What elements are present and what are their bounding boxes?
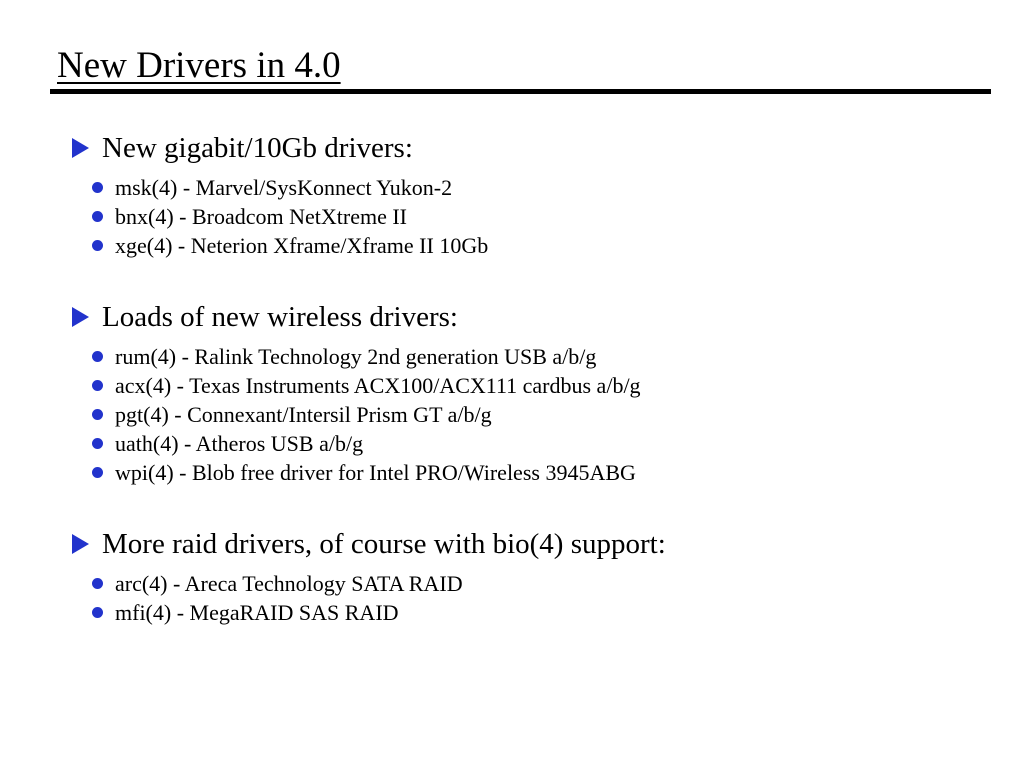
triangle-bullet-icon <box>72 138 89 158</box>
list-item <box>92 202 1024 231</box>
list-item <box>92 598 1024 627</box>
circle-bullet-icon <box>92 607 103 618</box>
list-item-label: pgt(4) - Connexant/Intersil Prism GT a/b/g <box>115 402 492 427</box>
circle-bullet-icon <box>92 467 103 478</box>
circle-bullet-icon <box>92 380 103 391</box>
list-item-label: mfi(4) - MegaRAID SAS RAID <box>115 600 399 625</box>
list-item-label: msk(4) - Marvel/SysKonnect Yukon-2 <box>115 175 453 200</box>
list-item <box>92 231 1024 260</box>
list-item-label: arc(4) - Areca Technology SATA RAID <box>115 571 463 596</box>
section-heading: More raid drivers, of course with bio(4) support: <box>102 528 666 560</box>
triangle-bullet-icon <box>72 534 89 554</box>
list-item-label: wpi(4) - Blob free driver for Intel PRO/Wireless 3945ABG <box>115 460 636 485</box>
section-heading-row <box>72 131 1024 165</box>
circle-bullet-icon <box>92 409 103 420</box>
section-heading-row <box>72 300 1024 334</box>
section-raid-drivers <box>0 527 1024 627</box>
driver-list <box>0 569 1024 627</box>
list-item-label: xge(4) - Neterion Xframe/Xframe II 10Gb <box>115 233 489 258</box>
list-item-label: rum(4) - Ralink Technology 2nd generation USB a/b/g <box>115 344 597 369</box>
circle-bullet-icon <box>92 211 103 222</box>
list-item-label: bnx(4) - Broadcom NetXtreme II <box>115 204 408 229</box>
section-gigabit-drivers <box>0 131 1024 260</box>
driver-list <box>0 173 1024 260</box>
circle-bullet-icon <box>92 351 103 362</box>
list-item <box>92 569 1024 598</box>
circle-bullet-icon <box>92 438 103 449</box>
list-item <box>92 371 1024 400</box>
page-title: New Drivers in 4.0 <box>57 45 341 86</box>
list-item <box>92 173 1024 202</box>
section-heading: New gigabit/10Gb drivers: <box>102 132 413 164</box>
circle-bullet-icon <box>92 240 103 251</box>
section-heading-row <box>72 527 1024 561</box>
section-wireless-drivers <box>0 300 1024 487</box>
circle-bullet-icon <box>92 578 103 589</box>
title-rule-divider <box>50 89 991 94</box>
list-item <box>92 458 1024 487</box>
slide-content <box>0 131 1024 667</box>
triangle-bullet-icon <box>72 307 89 327</box>
list-item-label: acx(4) - Texas Instruments ACX100/ACX111 cardbus a/b/g <box>115 373 641 398</box>
list-item <box>92 342 1024 371</box>
circle-bullet-icon <box>92 182 103 193</box>
list-item-label: uath(4) - Atheros USB a/b/g <box>115 431 364 456</box>
driver-list <box>0 342 1024 487</box>
list-item <box>92 429 1024 458</box>
section-heading: Loads of new wireless drivers: <box>102 301 458 333</box>
list-item <box>92 400 1024 429</box>
